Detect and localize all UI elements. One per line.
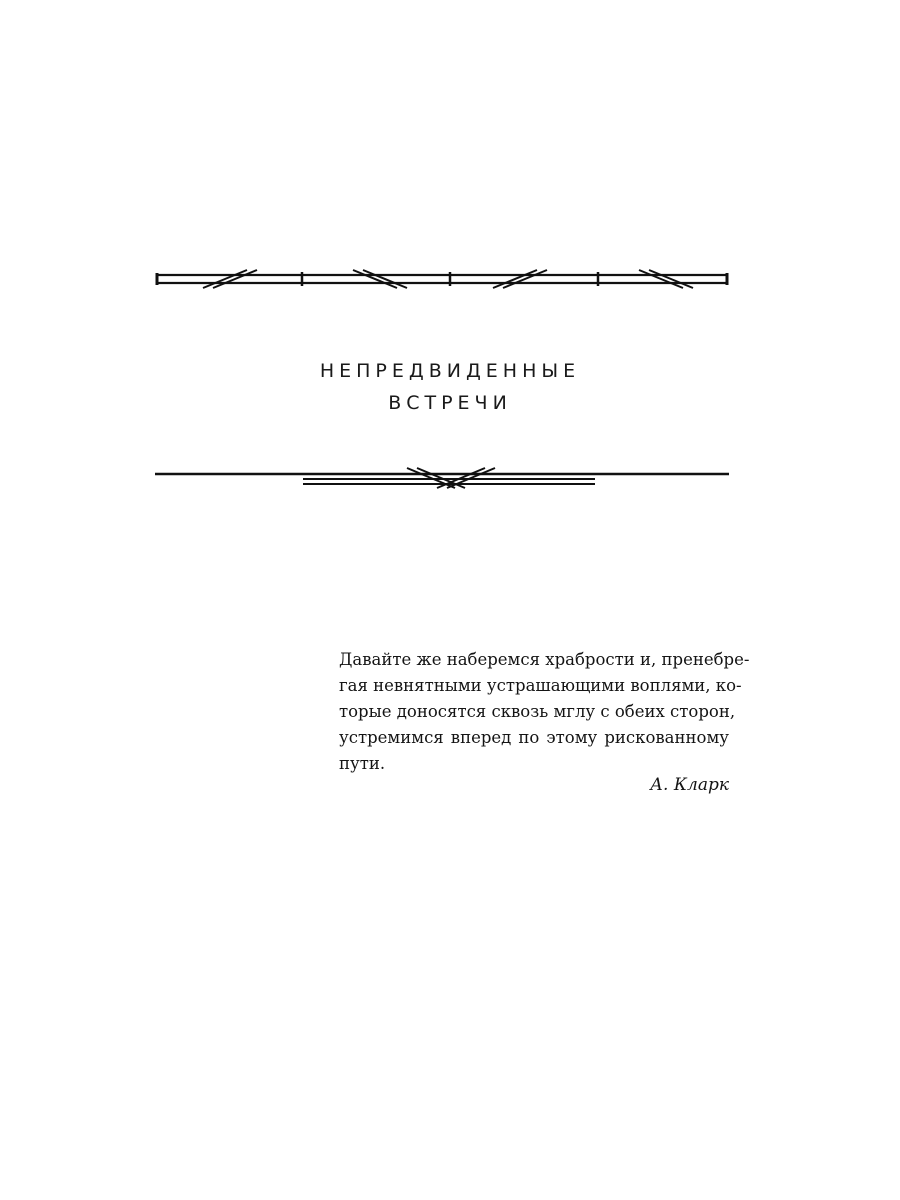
chapter-title-line-1: НЕПРЕДВИДЕННЫЕ — [319, 360, 581, 382]
chapter-title — [0, 355, 900, 419]
epigraph-line-3: торые доносятся сквозь мглу с обеих сторон, — [339, 702, 736, 721]
top-ornament-divider — [155, 266, 729, 292]
epigraph-line-4: устремимся вперед по этому рискованному — [339, 728, 729, 747]
epigraph-line-1: Давайте же наберемся храбрости и, пренебре- — [339, 650, 750, 669]
epigraph-line-5: пути. — [339, 754, 386, 773]
bottom-ornament-divider — [155, 462, 729, 492]
epigraph-line-2: гая невнятными устрашающими воплями, ко- — [339, 676, 742, 695]
epigraph-text — [339, 647, 750, 777]
epigraph-author: А. Кларк — [650, 775, 729, 795]
chapter-title-line-2: ВСТРЕЧИ — [388, 392, 512, 414]
